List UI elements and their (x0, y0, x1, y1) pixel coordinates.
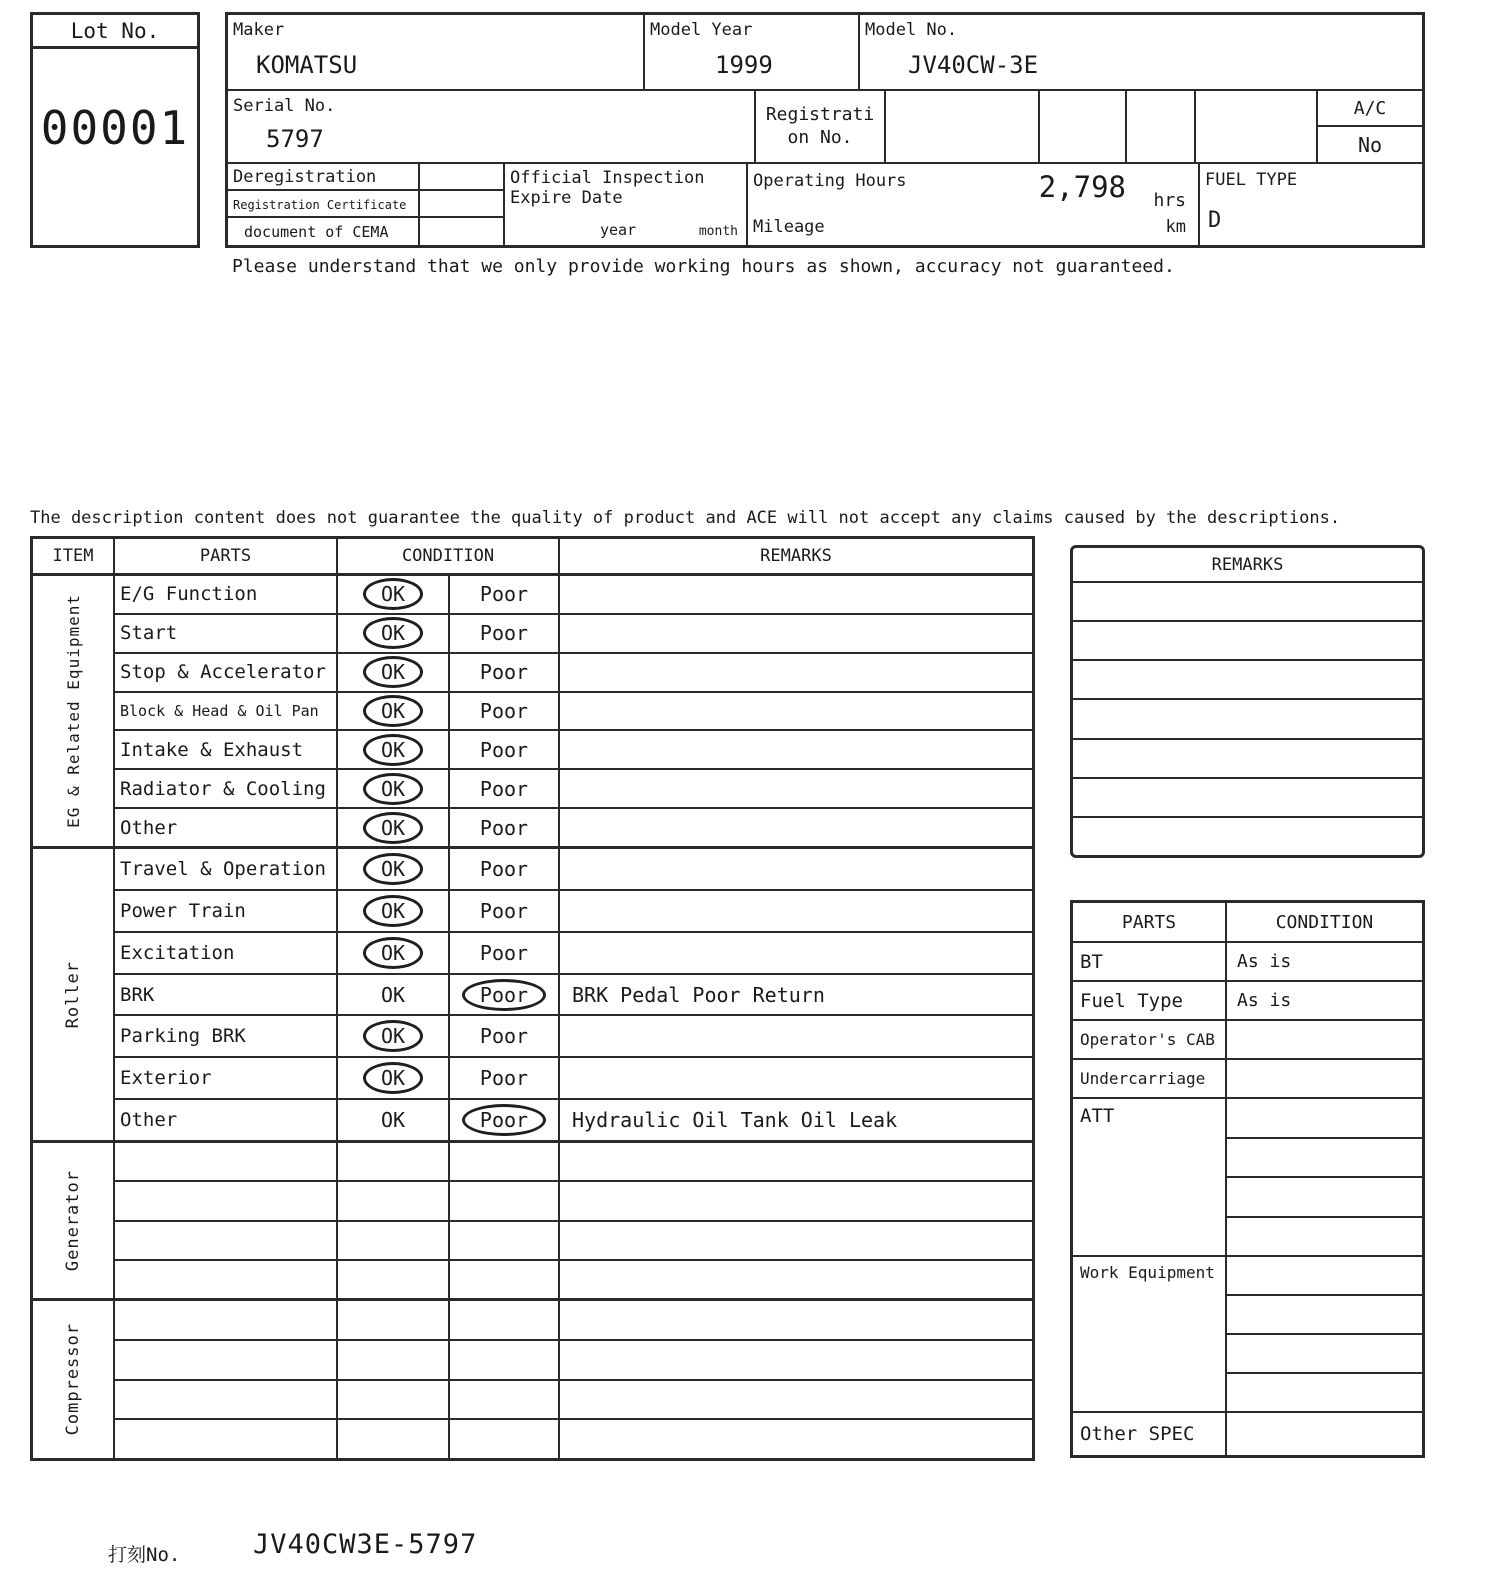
part-name: Start (115, 615, 338, 652)
other-spec-condition (1227, 1413, 1422, 1455)
condition-poor: Poor (462, 1104, 546, 1136)
part-name: Other (115, 809, 338, 846)
blank-row (1227, 1335, 1422, 1374)
inspection-expire-label-line1: Official Inspection (510, 168, 705, 188)
blank-row (1227, 1296, 1422, 1335)
registration-certificate-cell (228, 191, 420, 218)
condition-poor: Poor (479, 1066, 529, 1091)
att-block (1073, 1099, 1422, 1257)
operating-hours-label: Operating Hours (753, 171, 907, 191)
table-row (115, 975, 1032, 1017)
machine-info-table (225, 12, 1425, 248)
mileage-label: Mileage (753, 217, 825, 237)
header-parts: PARTS (115, 539, 338, 573)
section-eg-label-cell (33, 576, 115, 846)
model-year-cell (645, 15, 860, 91)
part-name: BRK (115, 975, 338, 1015)
cema-document-cell (228, 218, 420, 245)
part-name: Radiator & Cooling (115, 770, 338, 807)
inspection-month-label: month (698, 224, 738, 239)
remark (560, 891, 1032, 931)
condition-poor: Poor (479, 898, 529, 923)
blank-row (115, 1301, 1032, 1341)
blank-row (1227, 1139, 1422, 1179)
model-no-cell (860, 15, 1422, 91)
section-roller (33, 849, 1032, 1143)
blank-row (1227, 1218, 1422, 1256)
serial-no-cell (228, 91, 756, 164)
lot-number-label: Lot No. (33, 15, 197, 49)
operating-hours-unit: hrs (1153, 190, 1186, 211)
condition-poor: Poor (479, 660, 529, 685)
condition-ok: OK (363, 656, 423, 688)
table-row (115, 693, 1032, 732)
table-row (115, 809, 1032, 846)
condition-ok: OK (363, 853, 423, 885)
inspection-expire-cell (505, 164, 748, 245)
ac-value: No (1318, 127, 1422, 164)
registration-no-label: Registration No. (756, 91, 886, 164)
condition-ok: OK (363, 895, 423, 927)
condition-poor: Poor (479, 1024, 529, 1049)
condition-poor: Poor (479, 856, 529, 881)
section-eg-label: EG & Related Equipment (63, 594, 83, 828)
table-row (115, 731, 1032, 770)
serial-no-value: 5797 (266, 125, 324, 153)
condition-ok: OK (380, 1108, 406, 1133)
blank-row (115, 1341, 1032, 1381)
blank-row (1227, 1099, 1422, 1139)
condition-poor: Poor (479, 737, 529, 762)
blank-row (115, 1381, 1032, 1421)
table-row (1073, 943, 1422, 982)
part-name: Undercarriage (1073, 1060, 1227, 1097)
condition-poor: Poor (479, 776, 529, 801)
table-row (115, 1100, 1032, 1140)
table-row (1073, 1021, 1422, 1060)
remark (560, 933, 1032, 973)
table-row (115, 933, 1032, 975)
table-row (115, 770, 1032, 809)
section-generator (33, 1143, 1032, 1301)
table-row (115, 576, 1032, 615)
part-name: Parking BRK (115, 1016, 338, 1056)
side-parts-header (1073, 903, 1422, 943)
side-header-condition: CONDITION (1275, 911, 1374, 933)
empty-cell (1127, 91, 1196, 164)
remark (560, 615, 1032, 652)
other-spec-label: Other SPEC (1073, 1413, 1227, 1455)
work-equipment-label: Work Equipment (1073, 1257, 1227, 1411)
condition-ok: OK (363, 578, 423, 610)
side-header-parts: PARTS (1073, 903, 1227, 941)
deregistration-cell (228, 164, 420, 191)
empty-cell (1040, 91, 1127, 164)
condition-ok: OK (363, 695, 423, 727)
blank-row (115, 1261, 1032, 1298)
blank-row (115, 1182, 1032, 1221)
stamp-no-value: JV40CW3E-5797 (253, 1529, 478, 1560)
condition-ok: OK (380, 982, 406, 1007)
model-no-value: JV40CW-3E (908, 51, 1039, 79)
condition-poor: Poor (479, 815, 529, 840)
blank-row (1227, 1257, 1422, 1296)
section-generator-label-cell (33, 1143, 115, 1298)
blank-row (1073, 583, 1422, 622)
part-condition (1227, 1060, 1422, 1097)
section-compressor-label-cell (33, 1301, 115, 1458)
condition-ok: OK (363, 1020, 423, 1052)
blank-row (1227, 1374, 1422, 1411)
blank-row (1073, 622, 1422, 661)
maker-label: Maker (233, 20, 285, 40)
other-spec-row (1073, 1413, 1422, 1455)
section-compressor (33, 1301, 1032, 1458)
lot-number-value: 00001 (40, 101, 190, 155)
remark (560, 1058, 1032, 1098)
part-condition: As is (1237, 990, 1292, 1011)
lot-number-box (30, 12, 200, 248)
remark (560, 693, 1032, 730)
side-parts-table (1070, 900, 1425, 1458)
header-condition: CONDITION (338, 539, 560, 573)
part-name: Fuel Type (1073, 982, 1227, 1019)
cema-document-label: document of CEMA (244, 223, 389, 241)
blank-row (1073, 818, 1422, 855)
condition-ok: OK (363, 617, 423, 649)
section-roller-label: Roller (63, 960, 83, 1029)
remark (560, 1016, 1032, 1056)
remark (560, 654, 1032, 691)
model-year-label: Model Year (650, 20, 753, 40)
section-compressor-label: Compressor (63, 1323, 83, 1436)
part-name: Operator's CAB (1073, 1021, 1227, 1058)
empty-cell (420, 191, 505, 218)
hours-disclaimer: Please understand that we only provide working hours as shown, accuracy not guaranteed. (232, 256, 1175, 277)
condition-poor: Poor (479, 582, 529, 607)
section-roller-label-cell (33, 849, 115, 1140)
fuel-type-value: D (1208, 208, 1222, 233)
table-row (115, 654, 1032, 693)
table-row (115, 849, 1032, 891)
part-name: Power Train (115, 891, 338, 931)
blank-row (1073, 661, 1422, 700)
part-name: Other (115, 1100, 338, 1140)
part-condition (1227, 1021, 1422, 1058)
part-name: Excitation (115, 933, 338, 973)
condition-ok: OK (363, 812, 423, 844)
part-name: Travel & Operation (115, 849, 338, 889)
part-name: Block & Head & Oil Pan (115, 693, 338, 730)
condition-table (30, 536, 1035, 1461)
remark (560, 809, 1032, 846)
condition-ok: OK (363, 773, 423, 805)
blank-row (1073, 740, 1422, 779)
description-disclaimer: The description content does not guarantee the quality of product and ACE will not accept any claims caused by the descriptions. (30, 508, 1341, 528)
model-no-label: Model No. (865, 20, 958, 40)
operating-hours-cell (748, 164, 1200, 245)
inspection-expire-label-line2: Expire Date (510, 188, 623, 208)
condition-ok: OK (363, 1062, 423, 1094)
blank-row (115, 1420, 1032, 1458)
header-item: ITEM (33, 539, 115, 573)
condition-ok: OK (363, 734, 423, 766)
remark (560, 770, 1032, 807)
table-row (115, 891, 1032, 933)
header-remarks: REMARKS (760, 546, 832, 566)
empty-cell (1196, 91, 1318, 164)
remark: Hydraulic Oil Tank Oil Leak (572, 1108, 898, 1133)
section-generator-label: Generator (63, 1169, 83, 1272)
maker-value: KOMATSU (256, 51, 358, 79)
blank-row (1073, 700, 1422, 739)
operating-hours-value: 2,798 (1038, 170, 1126, 204)
registration-certificate-label: Registration Certificate (233, 198, 407, 212)
part-name: BT (1073, 943, 1227, 980)
condition-poor: Poor (479, 940, 529, 965)
part-name: Intake & Exhaust (115, 731, 338, 768)
work-equipment-block (1073, 1257, 1422, 1413)
mileage-unit: km (1165, 217, 1186, 237)
blank-row (115, 1222, 1032, 1261)
blank-row (115, 1143, 1032, 1182)
condition-table-header (33, 539, 1032, 576)
table-row (1073, 982, 1422, 1021)
empty-cell (420, 218, 505, 245)
condition-ok: OK (363, 937, 423, 969)
registration-no-value-cell (886, 91, 1040, 164)
table-row (115, 1016, 1032, 1058)
table-row (1073, 1060, 1422, 1099)
maker-cell (228, 15, 645, 91)
part-name: Exterior (115, 1058, 338, 1098)
condition-poor: Poor (479, 699, 529, 723)
section-eg (33, 576, 1032, 849)
part-name: E/G Function (115, 576, 338, 613)
condition-poor: Poor (479, 621, 529, 646)
fuel-type-cell (1200, 164, 1422, 245)
fuel-type-label: FUEL TYPE (1205, 170, 1298, 190)
part-condition: As is (1237, 951, 1292, 972)
table-row (115, 1058, 1032, 1100)
stamp-no-label: 打刻No. (108, 1544, 181, 1566)
remark (560, 849, 1032, 889)
blank-row (1227, 1178, 1422, 1218)
part-name: Stop & Accelerator (115, 654, 338, 691)
remark (560, 576, 1032, 613)
inspection-year-label: year (600, 221, 637, 239)
blank-row (1073, 779, 1422, 818)
table-row (115, 615, 1032, 654)
deregistration-label: Deregistration (233, 167, 377, 187)
ac-label: A/C (1318, 91, 1422, 127)
empty-cell (420, 164, 505, 191)
side-remarks-title: REMARKS (1073, 548, 1422, 583)
remark (560, 731, 1032, 768)
serial-no-label: Serial No. (233, 96, 336, 116)
remark: BRK Pedal Poor Return (572, 982, 825, 1007)
att-label: ATT (1073, 1099, 1227, 1255)
side-remarks-table (1070, 545, 1425, 858)
condition-poor: Poor (462, 979, 546, 1011)
model-year-value: 1999 (715, 51, 773, 79)
